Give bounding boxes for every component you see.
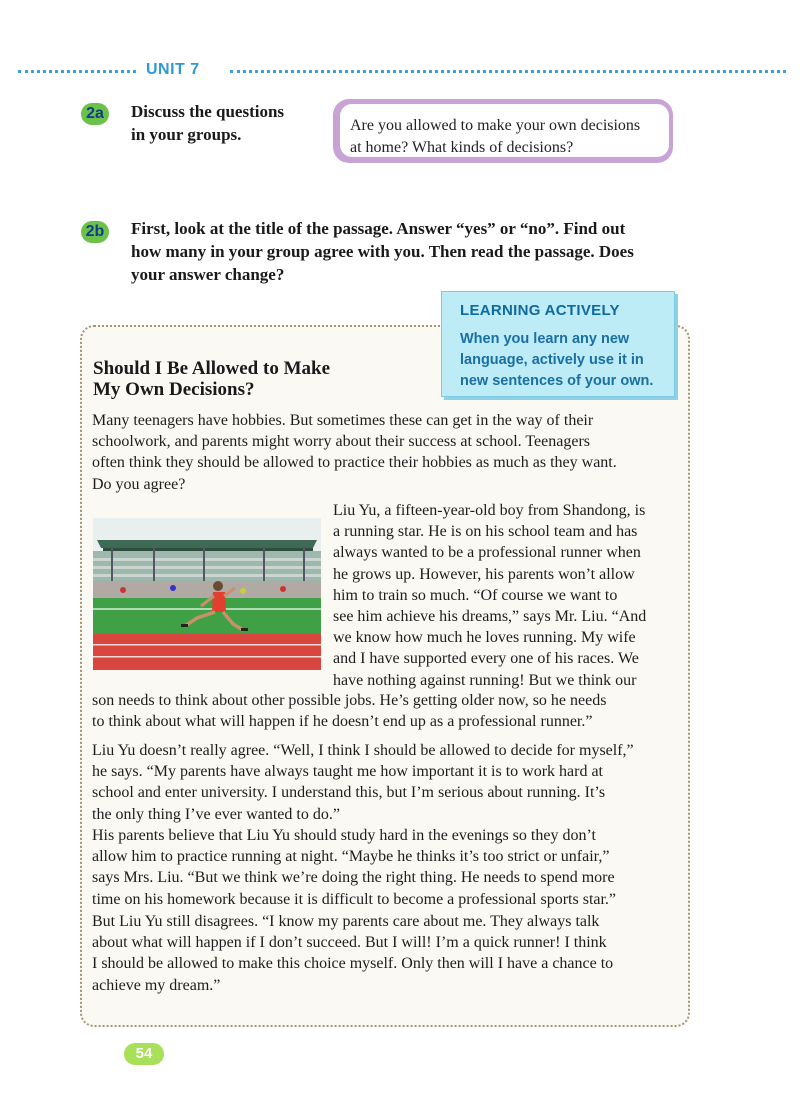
unit-header xyxy=(18,60,786,82)
paragraph-5 xyxy=(92,911,682,996)
bubble-line: Are you allowed to make your own decisions xyxy=(350,117,641,134)
page-number: 54 xyxy=(124,1043,164,1065)
text-line: a running star. He is on his school team and has xyxy=(333,523,638,541)
text-line: Do you agree? xyxy=(92,475,186,493)
text-line: schoolwork, and parents might worry about their success at school. Teenagers xyxy=(92,433,591,451)
instruction-line: First, look at the title of the passage. Answer “yes” or “no”. Find out xyxy=(131,219,626,238)
text-line: Many teenagers have hobbies. But sometimes these can get in the way of their xyxy=(92,412,594,429)
text-line: Liu Yu doesn’t really agree. “Well, I think I should be allowed to decide for myself,” xyxy=(92,742,634,759)
text-line: see him achieve his dreams,” says Mr. Liu. “And xyxy=(333,608,647,626)
learning-line: new sentences of your own. xyxy=(460,373,654,389)
bubble-line: at home? What kinds of decisions? xyxy=(350,139,574,156)
runner-photo xyxy=(93,518,321,670)
passage-title xyxy=(93,358,393,400)
activity-2a-instruction xyxy=(131,100,321,146)
instruction-line: in your groups. xyxy=(131,125,242,144)
bubble-question xyxy=(350,115,661,159)
learning-actively-title: LEARNING ACTIVELY xyxy=(460,302,620,319)
paragraph-3 xyxy=(92,740,682,825)
question-bubble xyxy=(333,99,673,163)
paragraph-2-continuation xyxy=(92,690,682,732)
text-line: to think about what will happen if he doesn’t end up as a professional runner.” xyxy=(92,713,593,731)
activity-2b-instruction xyxy=(131,217,691,286)
title-line: Should I Be Allowed to Make xyxy=(93,358,331,379)
text-line: But Liu Yu still disagrees. “I know my parents care about me. They always talk xyxy=(92,913,600,930)
text-line: he grows up. However, his parents won’t allow xyxy=(333,565,635,583)
activity-badge-2a: 2a xyxy=(81,103,109,125)
text-line: time on his homework because it is difficult to become a professional sports star.” xyxy=(92,890,617,908)
text-line: Liu Yu, a fifteen-year-old boy from Shandong, is xyxy=(333,502,646,519)
activity-badge-2b: 2b xyxy=(81,221,109,243)
instruction-line: Discuss the questions xyxy=(131,102,285,121)
text-line: often think they should be allowed to practice their hobbies as much as they want. xyxy=(92,454,617,472)
text-line: the only thing I’ve ever wanted to do.” xyxy=(92,805,340,823)
text-line: always wanted to be a professional runner when xyxy=(333,544,641,562)
paragraph-2-column xyxy=(333,500,685,691)
dotted-divider-left xyxy=(18,70,136,73)
text-line: achieve my dream.” xyxy=(92,976,221,994)
title-line: My Own Decisions? xyxy=(93,379,255,400)
learning-line: When you learn any new xyxy=(460,331,630,347)
dotted-divider-right xyxy=(230,70,786,73)
text-line: allow him to practice running at night. “Maybe he thinks it’s too strict or unfair,” xyxy=(92,848,610,866)
paragraph-1 xyxy=(92,410,682,495)
text-line: him to train so much. “Of course we want to xyxy=(333,586,618,604)
instruction-line: your answer change? xyxy=(131,265,285,284)
learning-actively-text xyxy=(460,329,666,392)
text-line: says Mrs. Liu. “But we think we’re doing the right thing. He needs to spend more xyxy=(92,869,615,887)
text-line: have nothing against running! But we think our xyxy=(333,671,637,689)
text-line: he says. “My parents have always taught me how important it is to work hard at xyxy=(92,763,603,781)
paragraph-4 xyxy=(92,825,682,910)
unit-label: UNIT 7 xyxy=(146,61,200,78)
text-line: school and enter university. I understand this, but I’m serious about running. It’s xyxy=(92,784,606,802)
learning-line: language, actively use it in xyxy=(460,352,644,368)
text-line: son needs to think about other possible jobs. He’s getting older now, so he needs xyxy=(92,692,607,709)
text-line: I should be allowed to make this choice myself. Only then will I have a chance to xyxy=(92,955,614,973)
text-line: and I have supported every one of his races. We xyxy=(333,650,639,668)
learning-actively-box xyxy=(441,291,675,397)
text-line: we know how much he loves running. My wife xyxy=(333,629,636,647)
instruction-line: how many in your group agree with you. Then read the passage. Does xyxy=(131,242,634,261)
text-line: His parents believe that Liu Yu should study hard in the evenings so they don’t xyxy=(92,827,596,844)
text-line: about what will happen if I don’t succeed. But I will! I’m a quick runner! I think xyxy=(92,934,607,952)
